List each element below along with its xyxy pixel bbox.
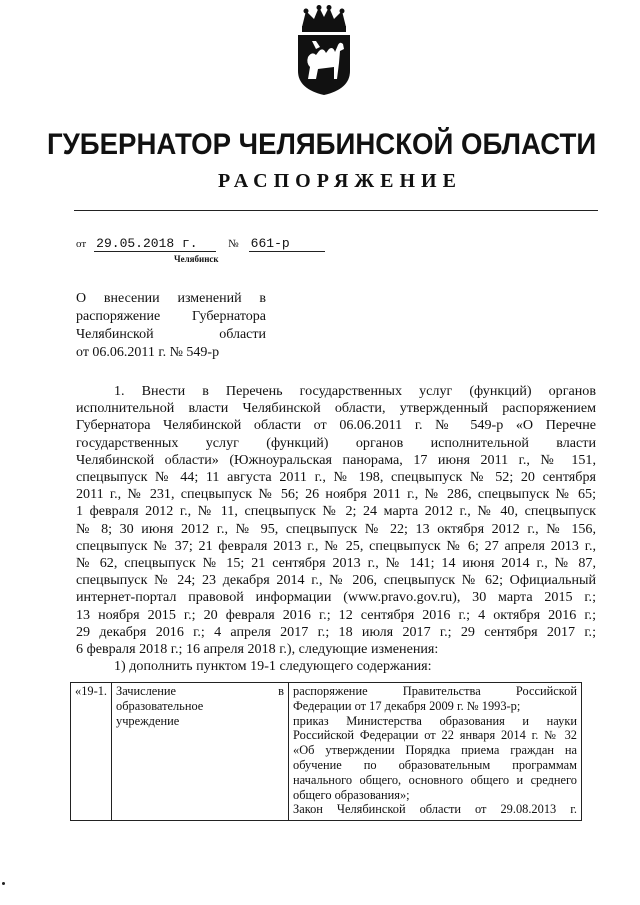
table-cell-service — [112, 683, 289, 821]
basis-line: обучение по образовательным программам — [293, 757, 577, 772]
item-number: «19-1. — [75, 684, 107, 698]
body-line: № 8; 30 июня 2012 г., № 95, спецвыпуск № 22; 13 октября 2012 г., № 156, — [76, 520, 596, 537]
subject-line: О внесении изменений в — [76, 291, 266, 306]
body-line: 2011 г., № 231, спецвыпуск № 56; 26 ноября 2011 г., № 286, спецвыпуск № 65; — [76, 486, 596, 503]
order-body — [76, 383, 596, 675]
basis-line: «Об утверждении Порядка приема граждан на — [293, 743, 577, 758]
body-line: 29 декабря 2016 г.; 4 апреля 2017 г.; 18 июля 2017 г.; 29 сентября 2017 г.; — [76, 623, 596, 640]
services-table — [70, 682, 582, 821]
table-cell-number — [71, 683, 112, 821]
body-line: государственных услуг (функций) органов исполнительной власти — [76, 434, 596, 451]
basis-line: Российской Федерации от 22 января 2014 г. № 32 — [293, 728, 577, 743]
basis-line: Закон Челябинской области от 29.08.2013 г. — [293, 802, 577, 817]
document-type-title: РАСПОРЯЖЕНИЕ — [218, 170, 462, 192]
order-city: Челябинск — [174, 254, 219, 264]
body-line: 1 февраля 2012 г., № 11, спецвыпуск № 2; 24 марта 2012 г., № 40, спецвыпуск — [76, 503, 596, 520]
body-subitem: 1) дополнить пунктом 19-1 следующего содержания: — [114, 658, 432, 675]
subject-line: Челябинской области — [76, 327, 266, 342]
basis-line: приказ Министерства образования и науки — [293, 713, 577, 728]
body-line: 6 февраля 2018 г.; 16 апреля 2018 г.), следующие изменения: — [76, 641, 439, 658]
order-subject — [76, 290, 266, 362]
table-row — [71, 683, 582, 821]
service-line: Зачисление в — [116, 684, 284, 698]
coat-of-arms-icon — [292, 5, 356, 97]
body-line: 1. Внести в Перечень государственных услуг (функций) органов — [114, 383, 596, 399]
body-line: 13 ноября 2015 г.; 20 февраля 2016 г.; 12 сентября 2016 г.; 4 октября 2016 г.; — [76, 606, 596, 623]
governor-title: ГУБЕРНАТОР ЧЕЛЯБИНСКОЙ ОБЛАСТИ — [46, 128, 597, 161]
basis-line: Федерации от 17 декабря 2009 г. № 1993-р; — [293, 698, 521, 713]
subject-line: от 06.06.2011 г. № 549-р — [76, 345, 220, 360]
subject-line: распоряжение Губернатора — [76, 309, 266, 324]
body-line: спецвыпуск № 37; 21 февраля 2013 г., № 25, спецвыпуск № 6; 27 апреля 2013 г., — [76, 537, 596, 554]
body-line: спецвыпуск № 44; 11 августа 2011 г., № 198, спецвыпуск № 52; 20 сентября — [76, 469, 596, 486]
order-number: 661-р — [249, 236, 325, 252]
number-prefix: № — [228, 238, 239, 250]
body-line: интернет-портал правовой информации (www.pravo.gov.ru), 30 марта 2015 г.; — [76, 589, 596, 606]
body-line: исполнительной власти Челябинской области, утвержденный распоряжением — [76, 400, 596, 417]
body-line: спецвыпуск № 24; 23 декабря 2014 г., № 206, спецвыпуск № 62; Официальный — [76, 572, 596, 589]
table-cell-basis — [289, 683, 582, 821]
body-line: № 62, спецвыпуск № 15; 21 сентября 2013 г., № 141; 14 июня 2014 г., № 87, — [76, 555, 596, 572]
basis-line: общего образования»; — [293, 787, 410, 802]
header-divider — [74, 210, 598, 211]
scan-mark — [2, 882, 5, 885]
order-date: 29.05.2018 г. — [94, 236, 216, 252]
service-line: образовательное — [116, 698, 204, 713]
body-line: Челябинской области» (Южноуральская панорама, 17 июня 2011 г., № 151, — [76, 451, 596, 468]
body-line: Губернатора Челябинской области от 06.06.2011 г. № 549-р «О Перечне — [76, 417, 596, 434]
basis-line: распоряжение Правительства Российской — [293, 684, 577, 698]
service-line: учреждение — [116, 713, 180, 728]
basis-line: начального общего, основного общего и среднего — [293, 772, 577, 787]
order-date-number-line — [76, 236, 325, 252]
date-prefix: от — [76, 238, 87, 250]
